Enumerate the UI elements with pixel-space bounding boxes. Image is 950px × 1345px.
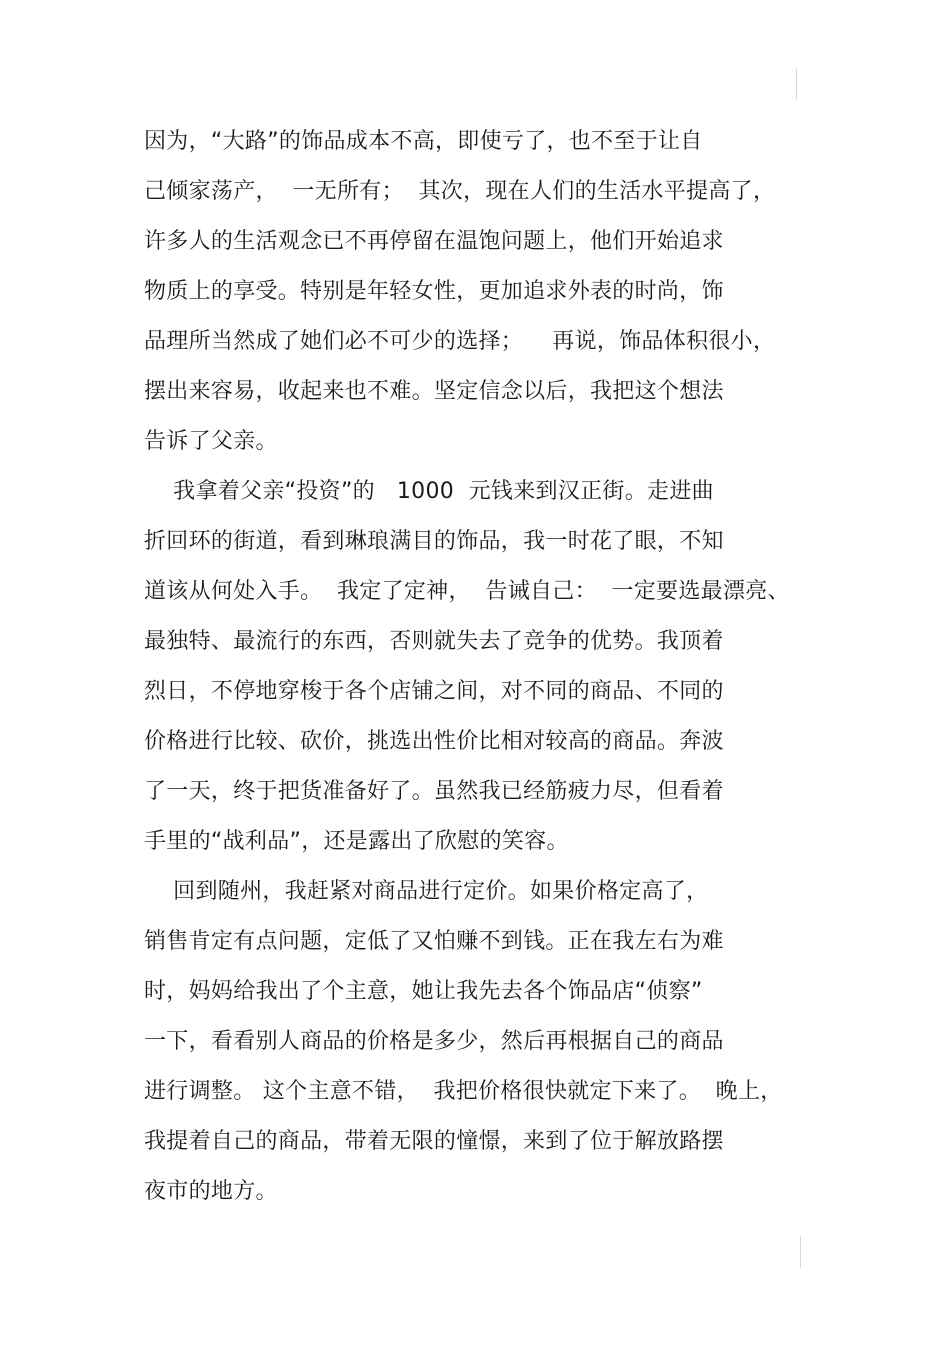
text-line: 摆出来容易，收起来也不难。坚定信念以后，我把这个想法 — [144, 379, 724, 404]
page-edge-mark-top — [796, 68, 797, 100]
text-line: 品理所当然成了她们必不可少的选择； 再说，饰品体积很小， — [144, 329, 776, 354]
text-line: 手里的“战利品”，还是露出了欣慰的笑容。 — [144, 829, 569, 854]
text-line: 许多人的生活观念已不再停留在温饱问题上，他们开始追求 — [144, 229, 724, 254]
text-line: 道该从何处入手。 我定了定神， 告诫自己： 一定要选最漂亮、 — [144, 579, 790, 604]
text-line: 烈日，不停地穿梭于各个店铺之间，对不同的商品、不同的 — [144, 679, 724, 704]
text-line: 销售肯定有点问题，定低了又怕赚不到钱。正在我左右为难 — [144, 929, 724, 954]
text-line: 时，妈妈给我出了个主意，她让我先去各个饰品店“侦察” — [144, 979, 703, 1004]
text-line: 一下，看看别人商品的价格是多少，然后再根据自己的商品 — [144, 1029, 724, 1054]
text-line: 告诉了父亲。 — [144, 429, 278, 454]
text-line: 物质上的享受。特别是年轻女性，更加追求外表的时尚，饰 — [144, 279, 724, 304]
text-line: 我拿着父亲“投资”的 1000 元钱来到汉正街。走进曲 — [144, 479, 714, 504]
text-line: 因为，“大路”的饰品成本不高，即使亏了，也不至于让自 — [144, 129, 703, 154]
text-line: 进行调整。 这个主意不错， 我把价格很快就定下来了。 晚上， — [144, 1079, 783, 1104]
page-edge-mark-bottom — [800, 1236, 801, 1268]
text-line: 我提着自己的商品，带着无限的憧憬，来到了位于解放路摆 — [144, 1129, 724, 1154]
text-line: 折回环的街道，看到琳琅满目的饰品，我一时花了眼，不知 — [144, 529, 724, 554]
text-line: 了一天，终于把货准备好了。虽然我已经筋疲力尽，但看着 — [144, 779, 724, 804]
text-line: 价格进行比较、砍价，挑选出性价比相对较高的商品。奔波 — [144, 729, 724, 754]
text-line: 己倾家荡产， 一无所有； 其次，现在人们的生活水平提高了， — [144, 179, 776, 204]
text-line: 夜市的地方。 — [144, 1179, 278, 1204]
text-line: 回到随州，我赶紧对商品进行定价。如果价格定高了， — [144, 879, 709, 904]
text-line: 最独特、最流行的东西，否则就失去了竞争的优势。我顶着 — [144, 629, 724, 654]
